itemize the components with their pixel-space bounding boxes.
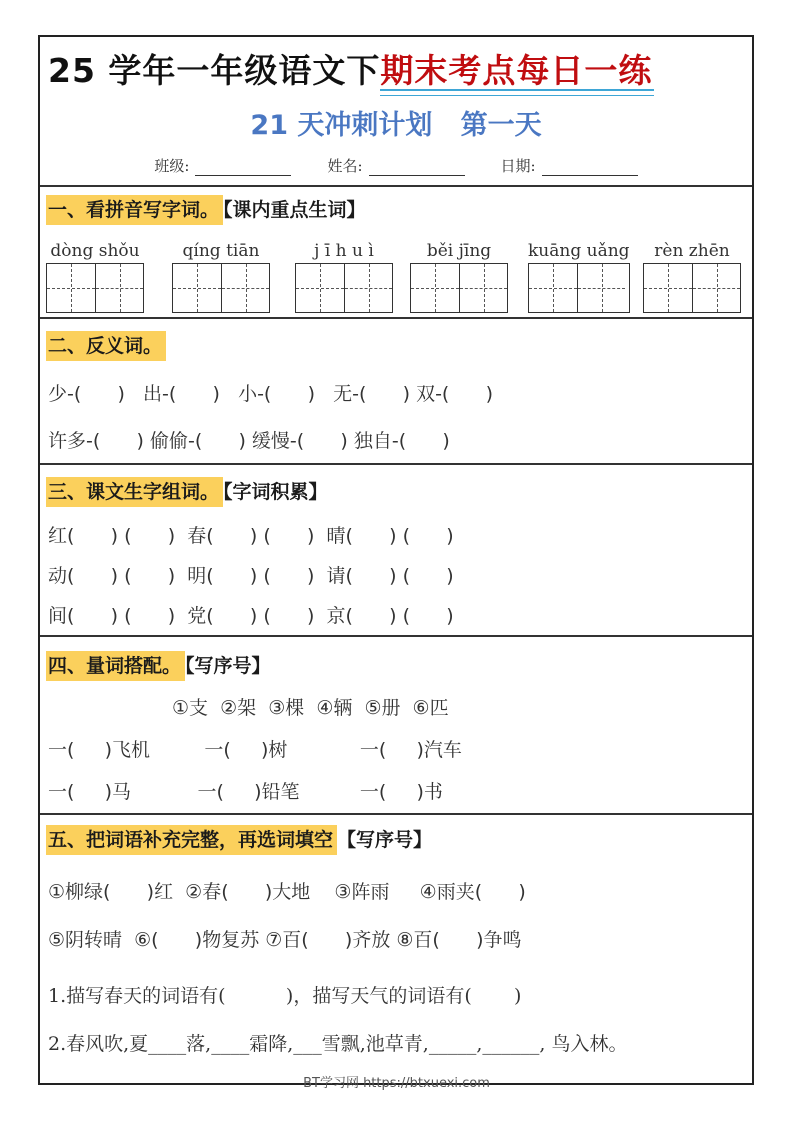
section-tag: 【课内重点生词】 <box>223 199 366 221</box>
tian-cell[interactable] <box>47 264 95 312</box>
pinyin-item <box>295 239 393 313</box>
writing-boxes[interactable] <box>528 263 630 313</box>
pinyin-label: kuāng uǎng <box>528 241 630 261</box>
pinyin-label: dòng shǒu <box>50 241 140 261</box>
writing-boxes[interactable] <box>643 263 741 313</box>
tian-cell[interactable] <box>459 264 507 312</box>
tian-cell[interactable] <box>173 264 221 312</box>
tian-cell[interactable] <box>221 264 269 312</box>
section-title: 四、量词搭配。 <box>46 651 185 681</box>
date-blank[interactable] <box>542 159 638 176</box>
section-title: 二、反义词。 <box>46 331 166 361</box>
section-tag: 【字词积累】 <box>223 481 328 503</box>
name-blank[interactable] <box>369 159 465 176</box>
section-pinyin <box>40 187 752 319</box>
watermark: BT学习网 https://btxuexi.com <box>303 1076 490 1091</box>
worksheet-header <box>40 37 752 187</box>
date-field[interactable] <box>501 155 638 176</box>
section-heading <box>46 195 366 222</box>
pinyin-label: rèn zhēn <box>654 241 730 261</box>
pinyin-label: j ī h u ì <box>314 241 374 261</box>
class-field[interactable] <box>154 155 291 176</box>
tian-cell[interactable] <box>692 264 740 312</box>
exercise-line[interactable]: 许多-( ) 偷偷-( ) 缓慢-( ) 独自-( ) <box>48 430 450 452</box>
exercise-line[interactable]: 红( ) ( ) 春( ) ( ) 晴( ) ( ) <box>48 525 454 547</box>
section-heading <box>46 825 432 852</box>
exercise-line[interactable]: 间( ) ( ) 党( ) ( ) 京( ) ( ) <box>48 605 454 627</box>
section-antonyms <box>40 319 752 465</box>
exercise-line[interactable]: 一( )飞机 一( )树 一( )汽车 <box>48 739 462 761</box>
question-line[interactable]: 1.描写春天的词语有( )，描写天气的词语有( ) <box>48 985 522 1007</box>
tian-cell[interactable] <box>529 264 577 312</box>
tian-cell[interactable] <box>95 264 143 312</box>
pinyin-grid <box>46 239 750 319</box>
options-line: ①支 ②架 ③棵 ④辆 ⑤册 ⑥匹 <box>172 697 449 719</box>
exercise-line[interactable]: ①柳绿( )红 ②春( )大地 ③阵雨 ④雨夹( ) <box>48 881 526 903</box>
section-tag: 【写序号】 <box>185 655 271 677</box>
section-fill-in <box>40 815 752 1087</box>
writing-boxes[interactable] <box>46 263 144 313</box>
student-info <box>40 155 752 176</box>
date-label: 日期: <box>500 157 536 175</box>
worksheet <box>38 35 754 1085</box>
section-title: 一、看拼音写字词。 <box>46 195 223 225</box>
exercise-line[interactable]: 动( ) ( ) 明( ) ( ) 请( ) ( ) <box>48 565 454 587</box>
name-label: 姓名: <box>327 157 363 175</box>
section-heading <box>46 477 328 504</box>
section-title: 三、课文生字组词。 <box>46 477 223 507</box>
title-practice: 期末考点每日一练 <box>380 51 653 90</box>
subtitle: 21 天冲刺计划 第一天 <box>250 110 542 141</box>
pinyin-item <box>46 239 144 313</box>
class-label: 班级: <box>154 157 190 175</box>
pinyin-item <box>643 239 741 313</box>
tian-cell[interactable] <box>577 264 625 312</box>
exercise-line[interactable]: 少-( ) 出-( ) 小-( ) 无-( ) 双-( ) <box>48 383 493 405</box>
title-grade: 25 学年一年级语文下 <box>48 51 381 90</box>
exercise-line[interactable]: 一( )马 一( )铅笔 一( )书 <box>48 781 443 803</box>
section-heading <box>46 331 166 358</box>
writing-boxes[interactable] <box>410 263 508 313</box>
section-heading <box>46 651 271 678</box>
section-tag: 【写序号】 <box>337 829 433 851</box>
question-line[interactable]: 2.春风吹,夏____落,____霜降,___雪飘,池草青,_____,______, 鸟入林。 <box>48 1033 628 1055</box>
tian-cell[interactable] <box>644 264 692 312</box>
pinyin-item <box>528 239 630 313</box>
tian-cell[interactable] <box>344 264 392 312</box>
exercise-line[interactable]: ⑤阴转晴 ⑥( )物复苏 ⑦百( )齐放 ⑧百( )争鸣 <box>48 929 522 951</box>
class-blank[interactable] <box>195 159 291 176</box>
tian-cell[interactable] <box>296 264 344 312</box>
name-field[interactable] <box>327 155 464 176</box>
writing-boxes[interactable] <box>295 263 393 313</box>
pinyin-label: běi jīng <box>426 241 492 261</box>
page-title <box>48 45 652 92</box>
pinyin-item <box>410 239 508 313</box>
tian-cell[interactable] <box>411 264 459 312</box>
writing-boxes[interactable] <box>172 263 270 313</box>
pinyin-item <box>172 239 270 313</box>
section-title: 五、把词语补充完整，再选词填空 <box>46 825 337 855</box>
pinyin-label: qíng tiān <box>182 241 260 261</box>
section-word-building <box>40 465 752 637</box>
section-measure-words <box>40 637 752 815</box>
